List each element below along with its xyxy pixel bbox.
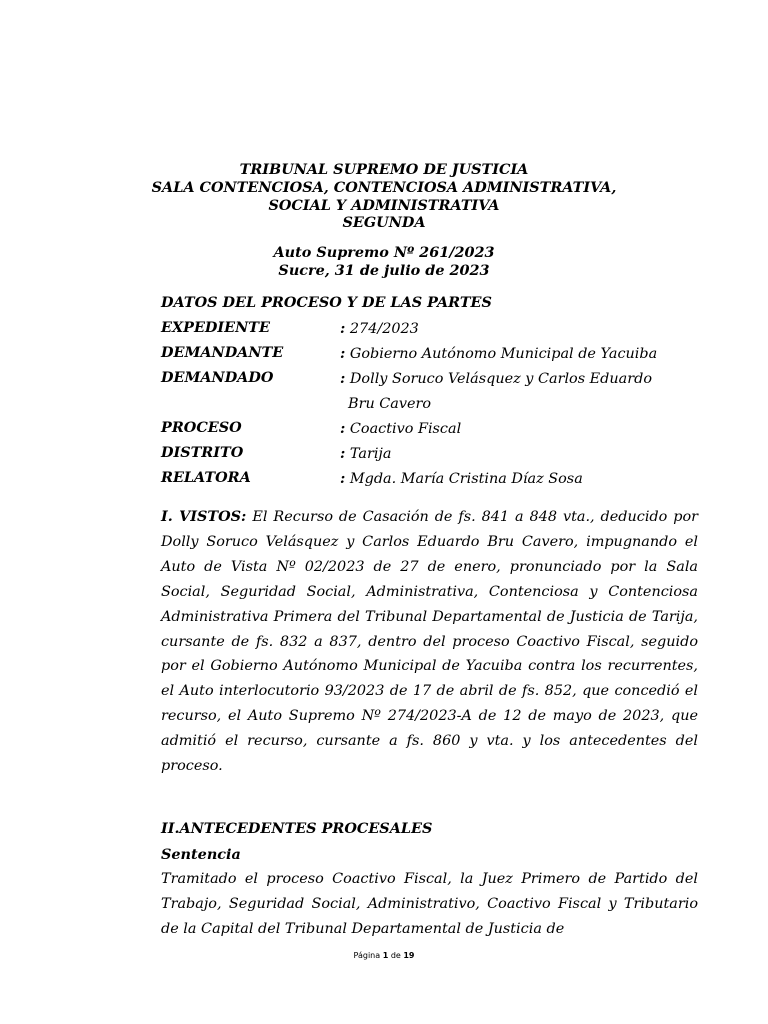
parties-table [161,319,701,494]
vistos-text: El Recurso de Casación de fs. 841 a 848 vta., deducido por Dolly Soruco Velásquez y Carlos Eduardo Bru Cavero, impugnando el Auto de Vista Nº 02/2023 de 27 de enero, pronunciado por la Sala Social, Seguridad Social, Administrativa, Contenciosa y Contenciosa Administrativa Primera del Tribunal Departamental de Justicia de Tarija, cursante de fs. 832 a 837, dentro del proceso Coactivo Fiscal, seguido por el Gobierno Autónomo Municipal de Yacuiba contra los recurrentes, el Auto interlocutorio 93/2023 de 17 de abril de fs. 852, que concedió el recurso, el Auto Supremo Nº 274/2023-A de 12 de mayo de 2023, que admitió el recurso, cursante a fs. 860 y vta. y los antecedentes del proceso. [161,509,698,775]
separator: : [340,344,346,362]
datos-title: DATOS DEL PROCESO Y DE LAS PARTES [161,294,492,311]
party-value [340,341,700,367]
party-label: RELATORA [161,469,251,486]
chamber-name-line3: SEGUNDA [342,214,426,232]
antecedentes-title: II.ANTECEDENTES PROCESALES [161,820,433,837]
party-value-text: Mgda. María Cristina Díaz Sosa [349,470,583,487]
court-header [0,161,768,232]
auto-number: Auto Supremo Nº 261/2023 [273,244,495,261]
vistos-paragraph [161,505,698,779]
party-value-text: Dolly Soruco Velásquez y Carlos Eduardo [349,370,652,387]
party-value [340,416,700,442]
party-label: DEMANDANTE [161,344,284,361]
party-value-text: Tarija [349,445,392,462]
sentencia-subtitle: Sentencia [161,846,241,863]
party-value [340,316,700,342]
separator: : [340,369,346,387]
party-row-relatora [161,469,701,494]
party-row-demandado [161,369,701,419]
separator: : [340,469,346,487]
antecedentes-text: Tramitado el proceso Coactivo Fiscal, la Juez Primero de Partido del Trabajo, Seguridad Social, Administrativo, Coactivo Fiscal y Tributario de la Capital del Tribunal Departamental de Justicia de [161,871,698,937]
chamber-name-line1: SALA CONTENCIOSA, CONTENCIOSA ADMINISTRATIVA, [151,178,617,196]
party-value-continuation: Bru Cavero [348,395,432,412]
auto-place-date: Sucre, 31 de julio de 2023 [278,261,490,279]
separator: : [340,444,346,462]
footer-prefix: Página [353,951,381,960]
court-name: TRIBUNAL SUPREMO DE JUSTICIA [239,161,529,178]
party-value [340,466,700,492]
party-label: DISTRITO [161,444,244,461]
footer-of: de [390,951,401,960]
footer-total-pages: 19 [403,951,415,960]
vistos-label: I. VISTOS: [161,508,247,525]
footer-page-number: 1 [382,951,389,960]
party-label: PROCESO [161,419,242,436]
party-value [340,366,700,417]
auto-header [0,244,768,280]
antecedentes-paragraph [161,867,698,942]
chamber-name-line2: SOCIAL Y ADMINISTRATIVA [268,196,500,214]
party-value-text: 274/2023 [349,320,419,337]
party-label: EXPEDIENTE [161,319,270,336]
separator: : [340,419,346,437]
party-value-text: Gobierno Autónomo Municipal de Yacuiba [349,345,658,362]
party-label: DEMANDADO [161,369,274,386]
party-value [340,441,700,467]
party-value-text: Coactivo Fiscal [349,420,462,437]
page-footer [0,951,768,960]
separator: : [340,319,346,337]
